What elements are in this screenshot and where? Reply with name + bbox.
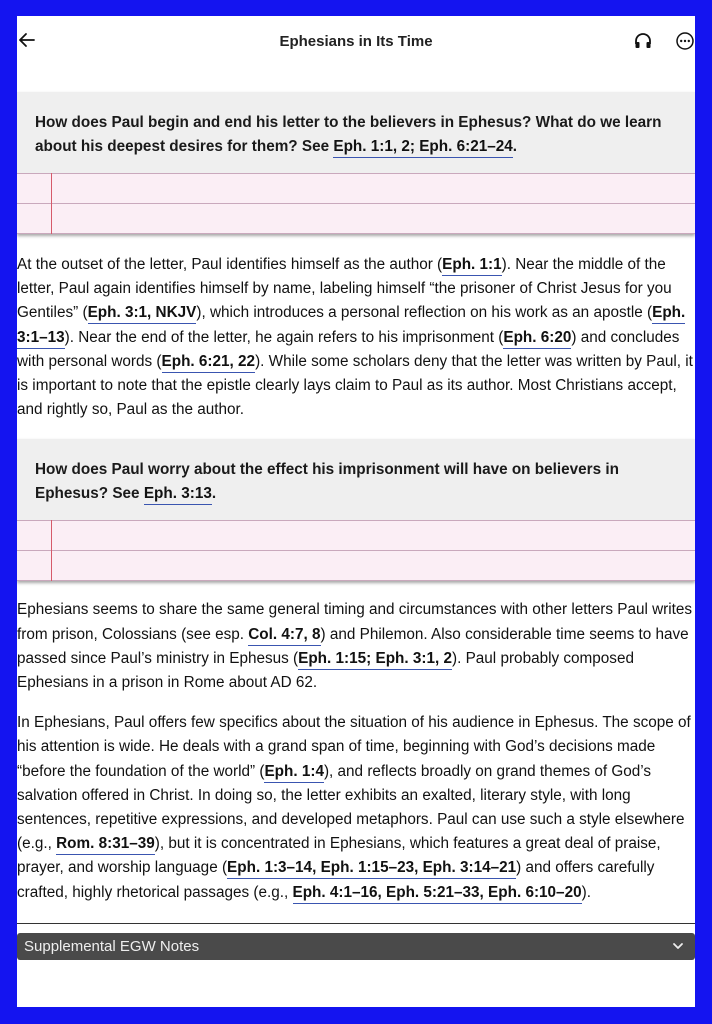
text: At the outset of the letter, Paul identifies himself as the author (	[17, 256, 443, 273]
question-text-start: How does Paul begin and end his letter to the believers in Ephesus? What do we learn about his deepest desires for them? See	[35, 114, 662, 155]
question-text-start: How does Paul worry about the effect his imprisonment will have on believers in Ephesus? See	[35, 461, 619, 503]
more-circle-icon[interactable]	[675, 31, 695, 51]
bible-reference-link[interactable]: Eph. 3:1, NKJV	[88, 304, 197, 324]
top-bar	[17, 16, 695, 64]
answer-line	[17, 173, 695, 203]
bible-reference-link[interactable]: Rom. 8:31–39	[56, 835, 155, 855]
answer-line	[17, 550, 695, 581]
margin-line	[51, 520, 52, 581]
question-text-end: .	[512, 138, 518, 155]
text: ), and reflects broadly on grand themes of God’s salvation offered in Christ. In doing so, the letter exhibits an exalted, literary style, with long sentences, repetitive expressions, and developed metaphors. Paul can use such a style elsewhere (e.g.,	[17, 762, 685, 853]
bible-reference-link[interactable]: Eph. 3:13	[144, 485, 212, 505]
bible-reference-link[interactable]: Col. 4:7, 8	[248, 626, 320, 646]
bible-reference-link[interactable]: Eph. 3:1–13	[17, 304, 685, 348]
page-title: Ephesians in Its Time	[279, 33, 433, 50]
reader-screen	[17, 16, 695, 1007]
question-card-2	[17, 439, 695, 581]
text: ), but it is concentrated in Ephesians, which features a great deal of praise, prayer, and worship language (	[17, 835, 661, 877]
text: ), which introduces a personal reflection on his work as an apostle (	[196, 304, 653, 322]
margin-line	[51, 173, 52, 234]
answer-line	[17, 203, 695, 234]
chevron-down-icon	[671, 939, 685, 953]
paragraph-1	[17, 253, 695, 422]
bible-reference-link[interactable]: Eph. 4:1–16, Eph. 5:21–33, Eph. 6:10–20	[293, 884, 582, 904]
supplemental-label: Supplemental EGW Notes	[24, 937, 200, 955]
text: ) and concludes with personal words (	[17, 328, 680, 370]
text: Ephesians seems to share the same general timing and circumstances with other letters Paul writes from prison, Colossians (see esp.	[17, 601, 693, 643]
bible-reference-link[interactable]: Eph. 1:4	[264, 763, 324, 783]
text: ). Near the middle of the letter, Paul again identifies himself by name, labeling himself “the prisoner of Christ Jesus for you Gentiles” (	[17, 256, 672, 322]
answer-field[interactable]	[17, 173, 695, 234]
text: In Ephesians, Paul offers few specifics about the situation of his audience in Ephesus. The scope of his attention is wide. He deals with a grand span of time, beginning with God’s decisions made “before the foundation of the world” (	[17, 714, 691, 780]
supplemental-notes-toggle[interactable]	[17, 933, 695, 960]
text: ) and Philemon. Also considerable time seems to have passed since Paul’s ministry in Ephesus (	[17, 625, 689, 667]
bible-reference-link[interactable]: Eph. 1:3–14, Eph. 1:15–23, Eph. 3:14–21	[227, 859, 516, 879]
paragraph-2	[17, 598, 695, 695]
question-text-end: .	[211, 485, 217, 503]
bible-reference-link[interactable]: Eph. 6:21, 22	[162, 353, 256, 373]
text: ). While some scholars deny that the letter was written by Paul, it is important to note that the epistle clearly lays claim to Paul as its author. Most Christians accept, and rightly so, Paul as the author.	[17, 352, 693, 419]
headphones-icon[interactable]	[633, 31, 653, 51]
text: ).	[581, 883, 591, 901]
text: ). Near the end of the letter, he again refers to his imprisonment (	[64, 328, 504, 346]
question-card-1	[17, 92, 695, 234]
question-text	[35, 111, 677, 173]
bible-reference-link[interactable]: Eph. 1:1	[442, 256, 502, 276]
question-text	[35, 458, 677, 520]
bible-reference-link[interactable]: Eph. 1:15; Eph. 3:1, 2	[298, 650, 452, 670]
paragraph-3	[17, 711, 695, 905]
answer-field[interactable]	[17, 520, 695, 581]
divider	[17, 923, 695, 924]
bible-reference-link[interactable]: Eph. 6:20	[503, 329, 571, 349]
text: ). Paul probably composed Ephesians in a prison in Rome about AD 62.	[17, 649, 634, 692]
answer-line	[17, 520, 695, 550]
bible-reference-link[interactable]: Eph. 1:1, 2; Eph. 6:21–24	[333, 138, 512, 158]
text: ) and offers carefully crafted, highly rhetorical passages (e.g.,	[17, 859, 655, 901]
